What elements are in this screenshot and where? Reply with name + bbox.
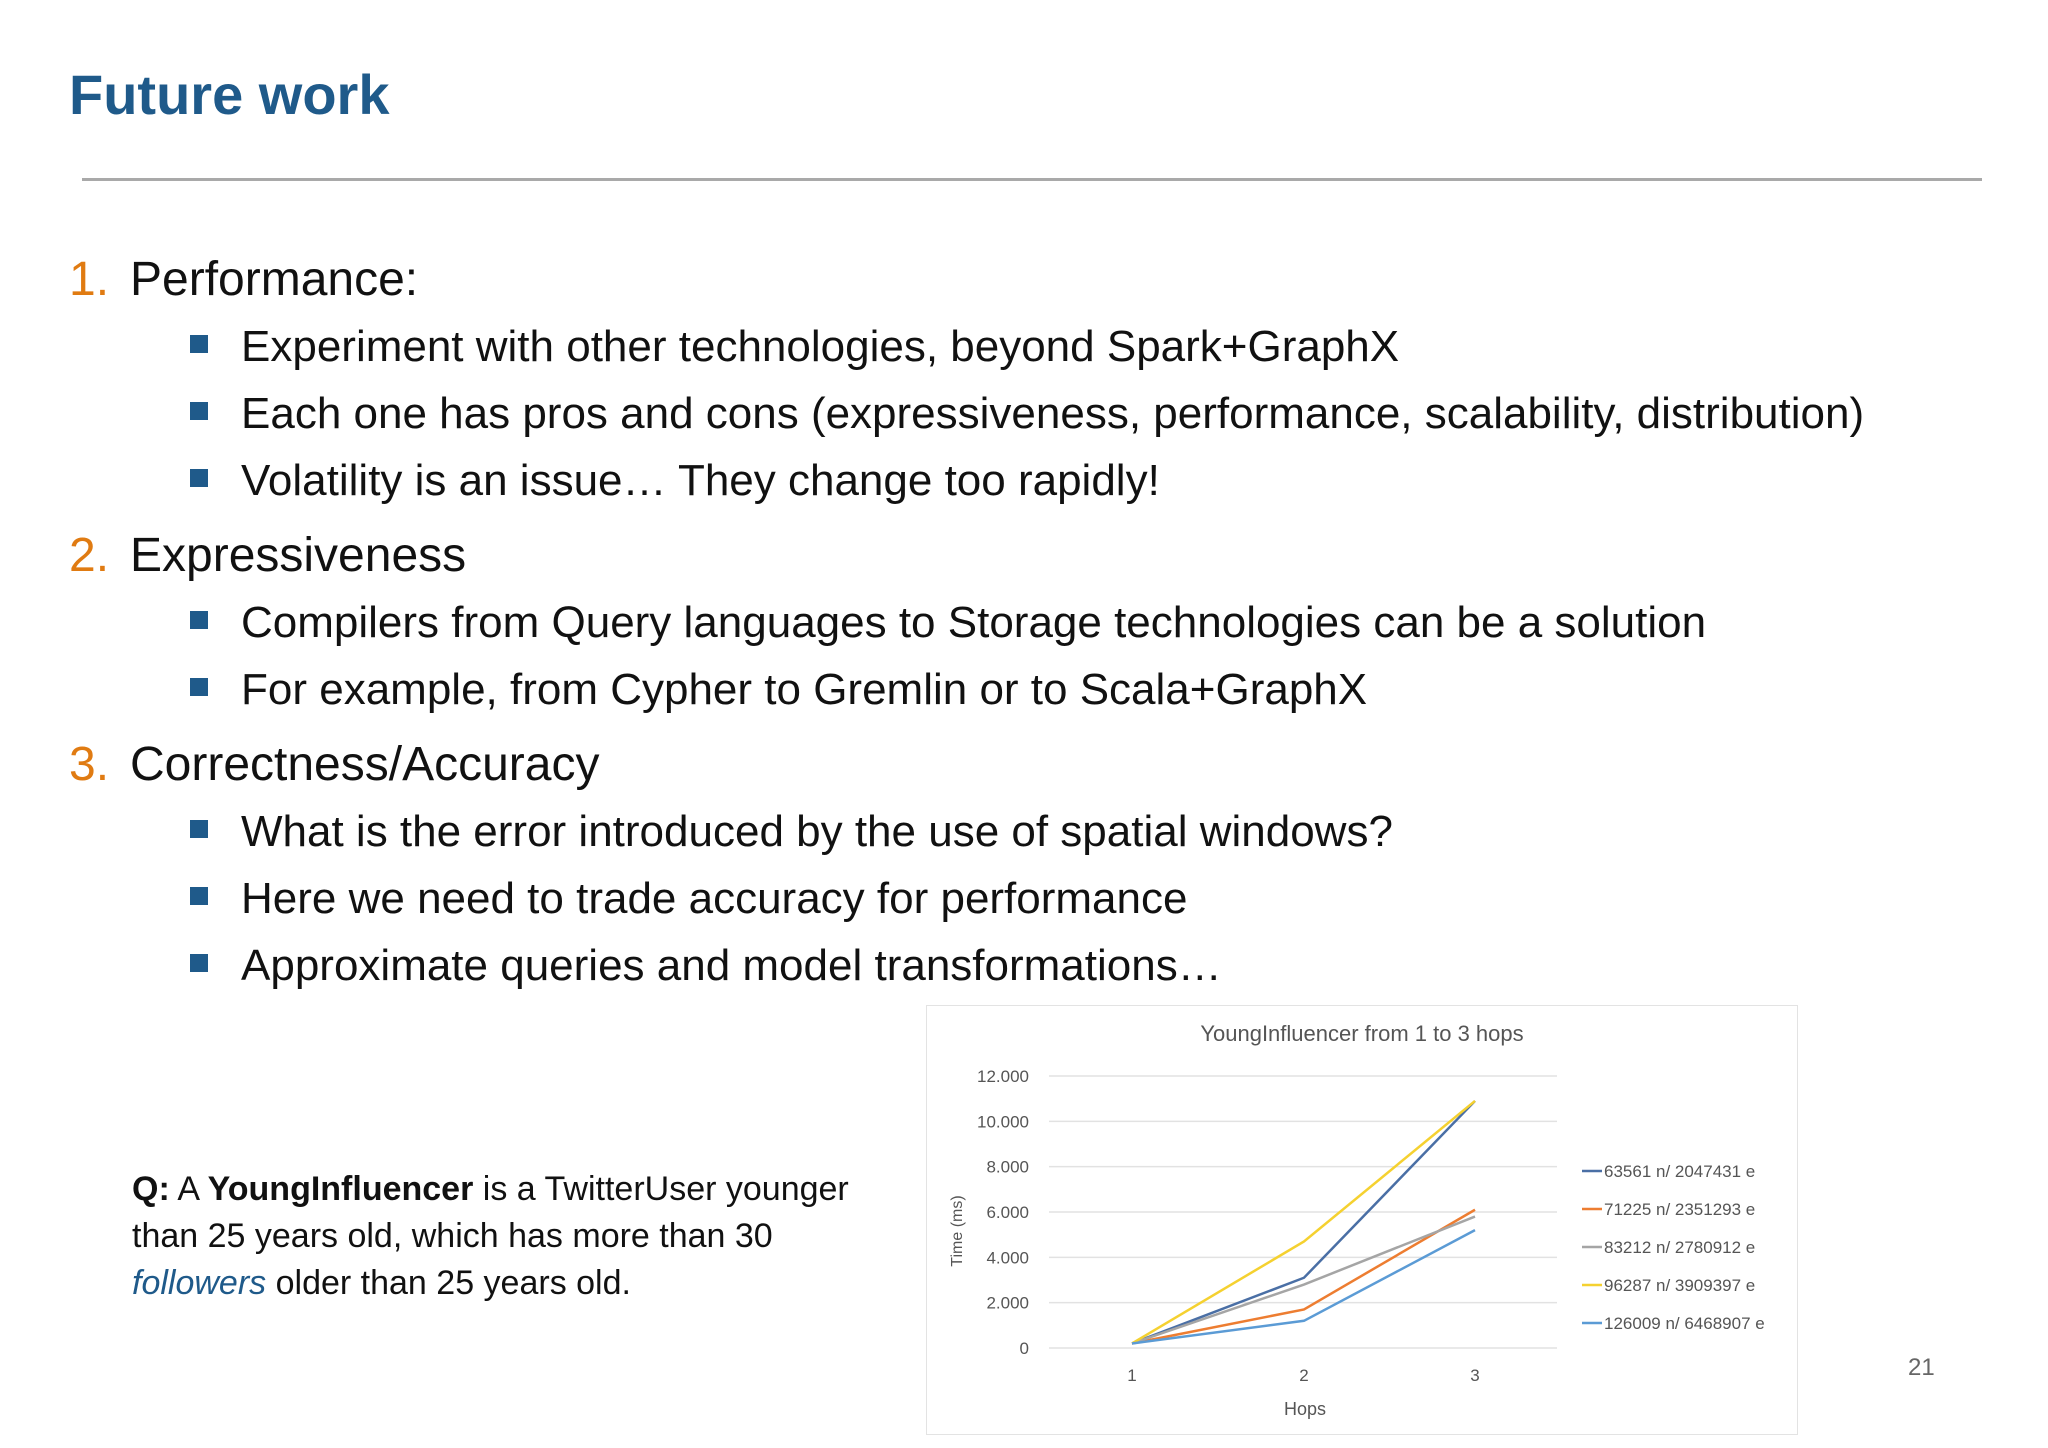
bullet-item	[190, 322, 1399, 372]
query-text: is a TwitterUser younger than 25 years old, which has more than 30	[132, 1170, 849, 1255]
y-tick-label: 8.000	[986, 1157, 1029, 1177]
legend-label: 126009 n/ 6468907 e	[1604, 1314, 1765, 1333]
chart-container	[926, 1005, 1798, 1435]
section-item	[69, 252, 418, 307]
y-axis-label: Time (ms)	[949, 1195, 966, 1267]
section-number: 1.	[69, 253, 110, 306]
x-tick-label: 2	[1299, 1366, 1309, 1385]
line-chart	[927, 1006, 1797, 1434]
square-bullet-icon	[190, 954, 208, 972]
section-heading: Expressiveness	[130, 529, 467, 582]
section-number: 2.	[69, 529, 110, 582]
legend-label: 71225 n/ 2351293 e	[1604, 1200, 1756, 1219]
query-text: older than 25 years old.	[266, 1264, 631, 1302]
page-number: 21	[1908, 1354, 1935, 1381]
bullet-item	[190, 389, 1864, 439]
square-bullet-icon	[190, 678, 208, 696]
x-axis-label: Hops	[1283, 1399, 1327, 1419]
query-definition	[132, 1166, 892, 1307]
section-item	[69, 737, 599, 792]
section-heading: Correctness/Accuracy	[130, 738, 600, 791]
bullet-item	[190, 456, 1160, 506]
square-bullet-icon	[190, 402, 208, 420]
series-line	[1132, 1101, 1475, 1344]
square-bullet-icon	[190, 611, 208, 629]
bullet-item	[190, 598, 1706, 648]
query-label: Q:	[132, 1170, 170, 1208]
bullet-item	[190, 941, 1222, 991]
section-heading: Performance:	[130, 253, 419, 306]
section-item	[69, 528, 466, 583]
legend-label: 63561 n/ 2047431 e	[1604, 1162, 1756, 1181]
series-line	[1132, 1101, 1475, 1344]
bullet-text: Compilers from Query languages to Storage technologies can be a solution	[241, 598, 1707, 647]
bullet-item	[190, 807, 1393, 857]
x-tick-label: 3	[1470, 1366, 1480, 1385]
bullet-text: Approximate queries and model transformations…	[241, 941, 1222, 990]
legend-label: 96287 n/ 3909397 e	[1604, 1276, 1756, 1295]
query-term: YoungInfluencer	[207, 1170, 474, 1208]
chart-title: YoungInfluencer from 1 to 3 hops	[1200, 1021, 1524, 1046]
y-tick-label: 0	[1019, 1339, 1029, 1358]
bullet-text: Volatility is an issue… They change too rapidly!	[241, 456, 1160, 505]
legend-label: 83212 n/ 2780912 e	[1604, 1238, 1756, 1257]
bullet-text: For example, from Cypher to Gremlin or to Scala+GraphX	[241, 665, 1368, 714]
y-tick-label: 4.000	[986, 1248, 1029, 1268]
y-tick-label: 2.000	[986, 1293, 1029, 1313]
square-bullet-icon	[190, 335, 208, 353]
y-tick-label: 6.000	[986, 1203, 1029, 1222]
y-tick-label: 12.000	[977, 1067, 1029, 1086]
query-link-word: followers	[132, 1264, 267, 1302]
slide-title: Future work	[69, 63, 390, 126]
square-bullet-icon	[190, 887, 208, 905]
square-bullet-icon	[190, 469, 208, 487]
bullet-item	[190, 874, 1187, 924]
y-tick-label: 10.000	[977, 1112, 1029, 1132]
bullet-text: What is the error introduced by the use of spatial windows?	[241, 807, 1393, 856]
square-bullet-icon	[190, 820, 208, 838]
bullet-text: Here we need to trade accuracy for performance	[241, 874, 1188, 923]
bullet-text: Each one has pros and cons (expressiveness, performance, scalability, distribution)	[241, 389, 1865, 438]
title-divider	[82, 178, 1982, 181]
bullet-text: Experiment with other technologies, beyond Spark+GraphX	[241, 322, 1400, 371]
bullet-item	[190, 665, 1367, 715]
x-tick-label: 1	[1127, 1366, 1137, 1385]
query-text: A	[169, 1170, 208, 1208]
section-number: 3.	[69, 738, 110, 791]
